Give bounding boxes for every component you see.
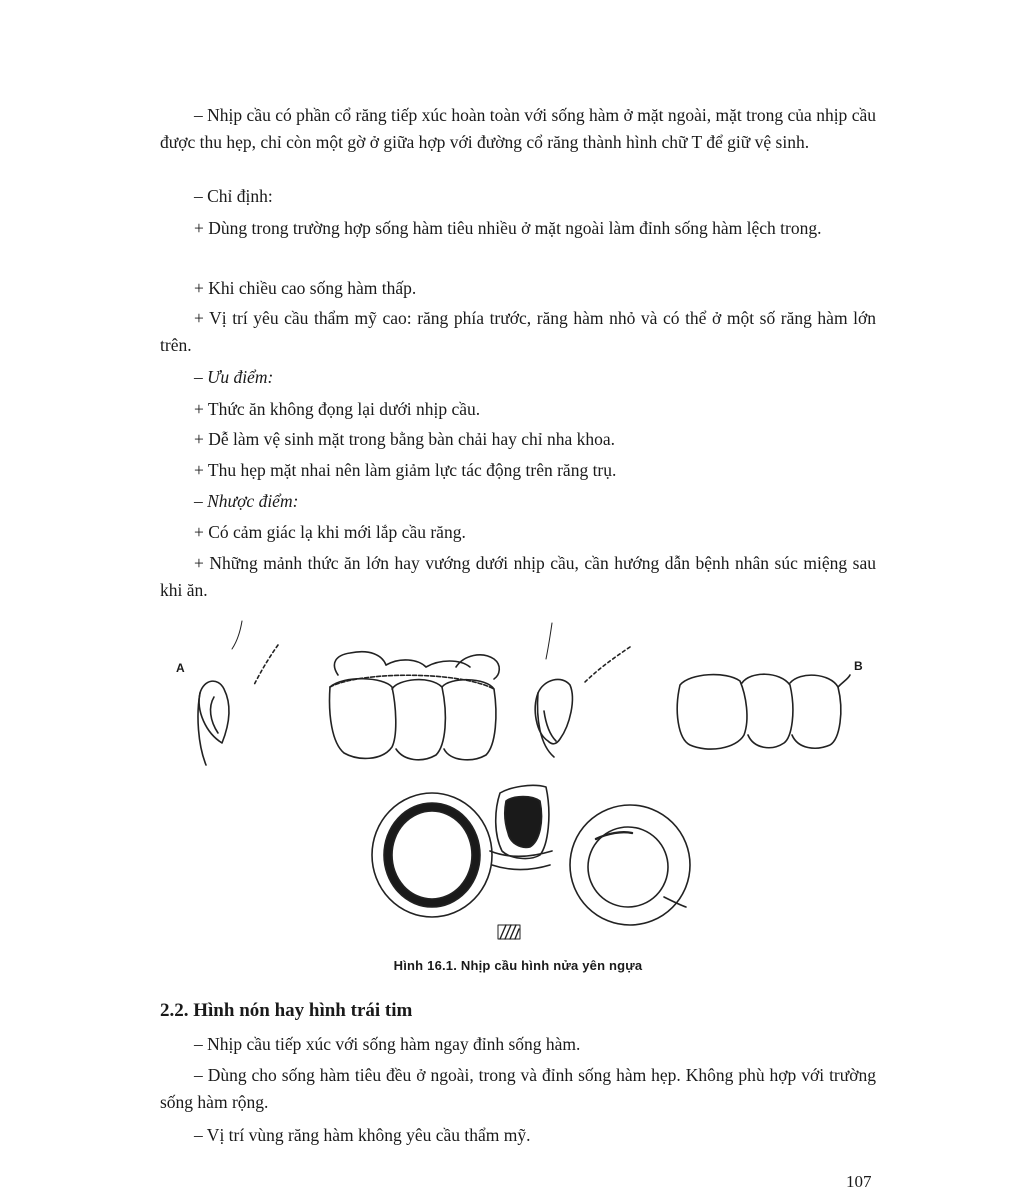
paragraph: – Chỉ định:	[194, 186, 273, 206]
dental-illustration	[160, 615, 876, 940]
bridge-front-view-b	[677, 674, 850, 749]
paragraph: – Nhịp cầu có phần cổ răng tiếp xúc hoàn toàn với sống hàm ở mặt ngoài, mặt trong của nhịp cầu được thu hẹp, chỉ còn một gờ ở giữa hợp với đường cổ răng thành hình chữ T để giữ vệ sinh.	[160, 105, 876, 152]
paragraph: + Có cảm giác lạ khi mới lắp cầu răng.	[194, 522, 466, 542]
tooth-profile-middle	[535, 623, 630, 757]
paragraph: + Dễ làm vệ sinh mặt trong bằng bàn chải hay chỉ nha khoa.	[194, 429, 615, 449]
paragraph: – Nhịp cầu tiếp xúc với sống hàm ngay đỉnh sống hàm.	[194, 1034, 581, 1054]
paragraph: + Thu hẹp mặt nhai nên làm giảm lực tác động trên răng trụ.	[194, 460, 617, 480]
paragraph: + Vị trí yêu cầu thẩm mỹ cao: răng phía trước, răng hàm nhỏ và có thể ở một số răng hàm lớn trên.	[160, 308, 876, 355]
figure-label-a: A	[176, 661, 185, 675]
tooth-profile-left	[198, 621, 278, 765]
paragraph: – Vị trí vùng răng hàm không yêu cầu thẩm mỹ.	[194, 1125, 531, 1145]
hatched-legend-swatch	[498, 925, 520, 939]
figure-caption: Hình 16.1. Nhịp cầu hình nửa yên ngựa	[393, 958, 643, 973]
paragraph-heading-advantages: – Ưu điểm:	[194, 367, 274, 387]
paragraph: – Dùng cho sống hàm tiêu đều ở ngoài, trong và đỉnh sống hàm hẹp. Không phù hợp với trường sống hàm rộng.	[160, 1065, 876, 1112]
page-number: 107	[846, 1172, 872, 1191]
bridge-front-view	[330, 652, 500, 760]
paragraph: + Dùng trong trường hợp sống hàm tiêu nhiều ở mặt ngoài làm đỉnh sống hàm lệch trong.	[194, 218, 822, 238]
figure-saddle-bridge	[160, 615, 876, 945]
bridge-occlusal-view	[372, 785, 690, 925]
paragraph: + Thức ăn không đọng lại dưới nhịp cầu.	[194, 399, 481, 419]
paragraph: + Những mảnh thức ăn lớn hay vướng dưới nhịp cầu, cần hướng dẫn bệnh nhân súc miệng sau khi ăn.	[160, 553, 876, 600]
paragraph-heading-disadvantages: – Nhược điểm:	[194, 491, 299, 511]
paragraph: + Khi chiều cao sống hàm thấp.	[194, 278, 417, 298]
figure-label-b: B	[854, 659, 863, 673]
section-heading: 2.2. Hình nón hay hình trái tim	[160, 1000, 413, 1021]
